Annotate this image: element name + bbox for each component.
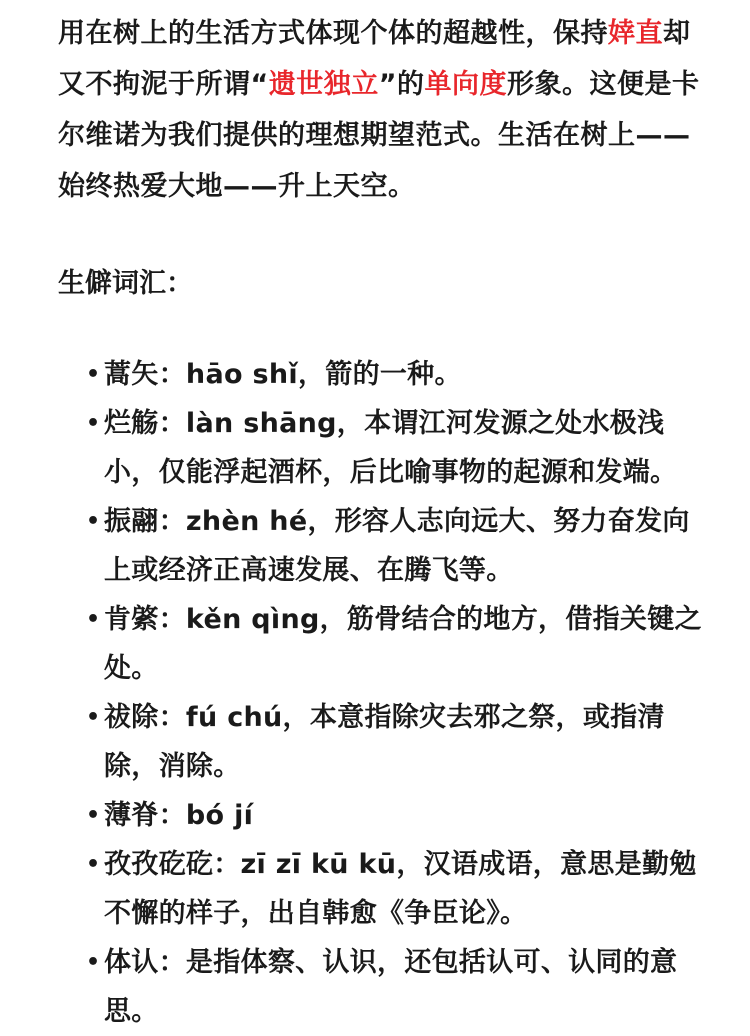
bullet-icon: • [86,803,101,828]
bullet-icon: • [86,411,101,436]
vocab-term: 烂觞 [104,408,159,439]
vocab-term: 振翮 [104,506,159,537]
intro-text-1: 用在树上的生活方式体现个体的超越性，保持 [58,18,608,49]
intro-text-3: ”的 [378,69,425,100]
vocab-item: • 祓除：fú chú，本意指除灾去邪之祭，或指清除，消除。 [58,693,710,791]
bullet-icon: • [86,950,101,975]
vocab-item: • 肯綮：kěn qìng，筋骨结合的地方，借指关键之处。 [58,595,710,693]
vocab-item: • 蒿矢：hāo shǐ，箭的一种。 [58,350,710,399]
bullet-icon: • [86,852,101,877]
vocab-term: 祓除 [104,702,159,733]
vocab-term: 薄脊 [104,800,159,831]
vocab-pinyin: zhèn hé [185,506,308,537]
intro-text-4: 形象。这便是卡尔维诺为我们提供的理想期望范式。生活在树上——始终热爱大地——升上天空。 [58,69,700,202]
vocab-definition: ，筋骨结合的地方，借指关键之处。 [104,604,702,684]
vocab-term: 蒿矢 [104,359,159,390]
highlight-word-3: 单向度 [424,69,507,100]
vocab-pinyin: fú chú [185,702,283,733]
vocab-definition: ，汉语成语，意思是勤勉不懈的样子，出自韩愈《争臣论》。 [104,849,697,929]
vocab-term: 孜孜矻矻 [104,849,214,880]
bullet-icon: • [86,509,101,534]
vocab-definition: ，箭的一种。 [297,359,462,390]
highlight-word-2: 遗世独立 [268,69,379,100]
vocab-term: 肯綮 [104,604,159,635]
bullet-icon: • [86,362,101,387]
vocab-term: 体认 [104,947,159,978]
vocab-item: • 薄脊：bó jí [58,791,710,840]
vocab-pinyin: hāo shǐ [185,359,298,390]
bullet-icon: • [86,607,101,632]
vocab-definition: ，本谓江河发源之处水极浅小，仅能浮起酒杯，后比喻事物的起源和发端。 [104,408,678,488]
intro-text-2: 却又不拘泥于所谓“ [58,18,691,100]
vocab-pinyin: zī zī kū kū [240,849,397,880]
section-title: 生僻词汇： [58,268,193,299]
highlight-word-1: 婞直 [608,18,663,49]
vocab-pinyin: bó jí [185,800,254,831]
vocab-item: • 烂觞：làn shāng，本谓江河发源之处水极浅小，仅能浮起酒杯，后比喻事物的起源和发端。 [58,399,710,497]
vocab-item: • 孜孜矻矻：zī zī kū kū，汉语成语，意思是勤勉不懈的样子，出自韩愈《争臣论》。 [58,840,710,938]
vocab-definition: ，本意指除灾去邪之祭，或指清除，消除。 [104,702,665,782]
vocab-pinyin: làn shāng [185,408,337,439]
intro-paragraph [58,8,710,212]
vocab-definition: 是指体察、认识，还包括认可、认同的意思。 [104,947,678,1027]
vocab-list [58,350,710,1036]
bullet-icon: • [86,705,101,730]
vocab-item: • 振翮：zhèn hé，形容人志向远大、努力奋发向上或经济正高速发展、在腾飞等。 [58,497,710,595]
vocab-item: • 体认：是指体察、认识，还包括认可、认同的意思。 [58,938,710,1036]
vocab-definition: ，形容人志向远大、努力奋发向上或经济正高速发展、在腾飞等。 [104,506,690,586]
vocab-pinyin: kěn qìng [185,604,320,635]
